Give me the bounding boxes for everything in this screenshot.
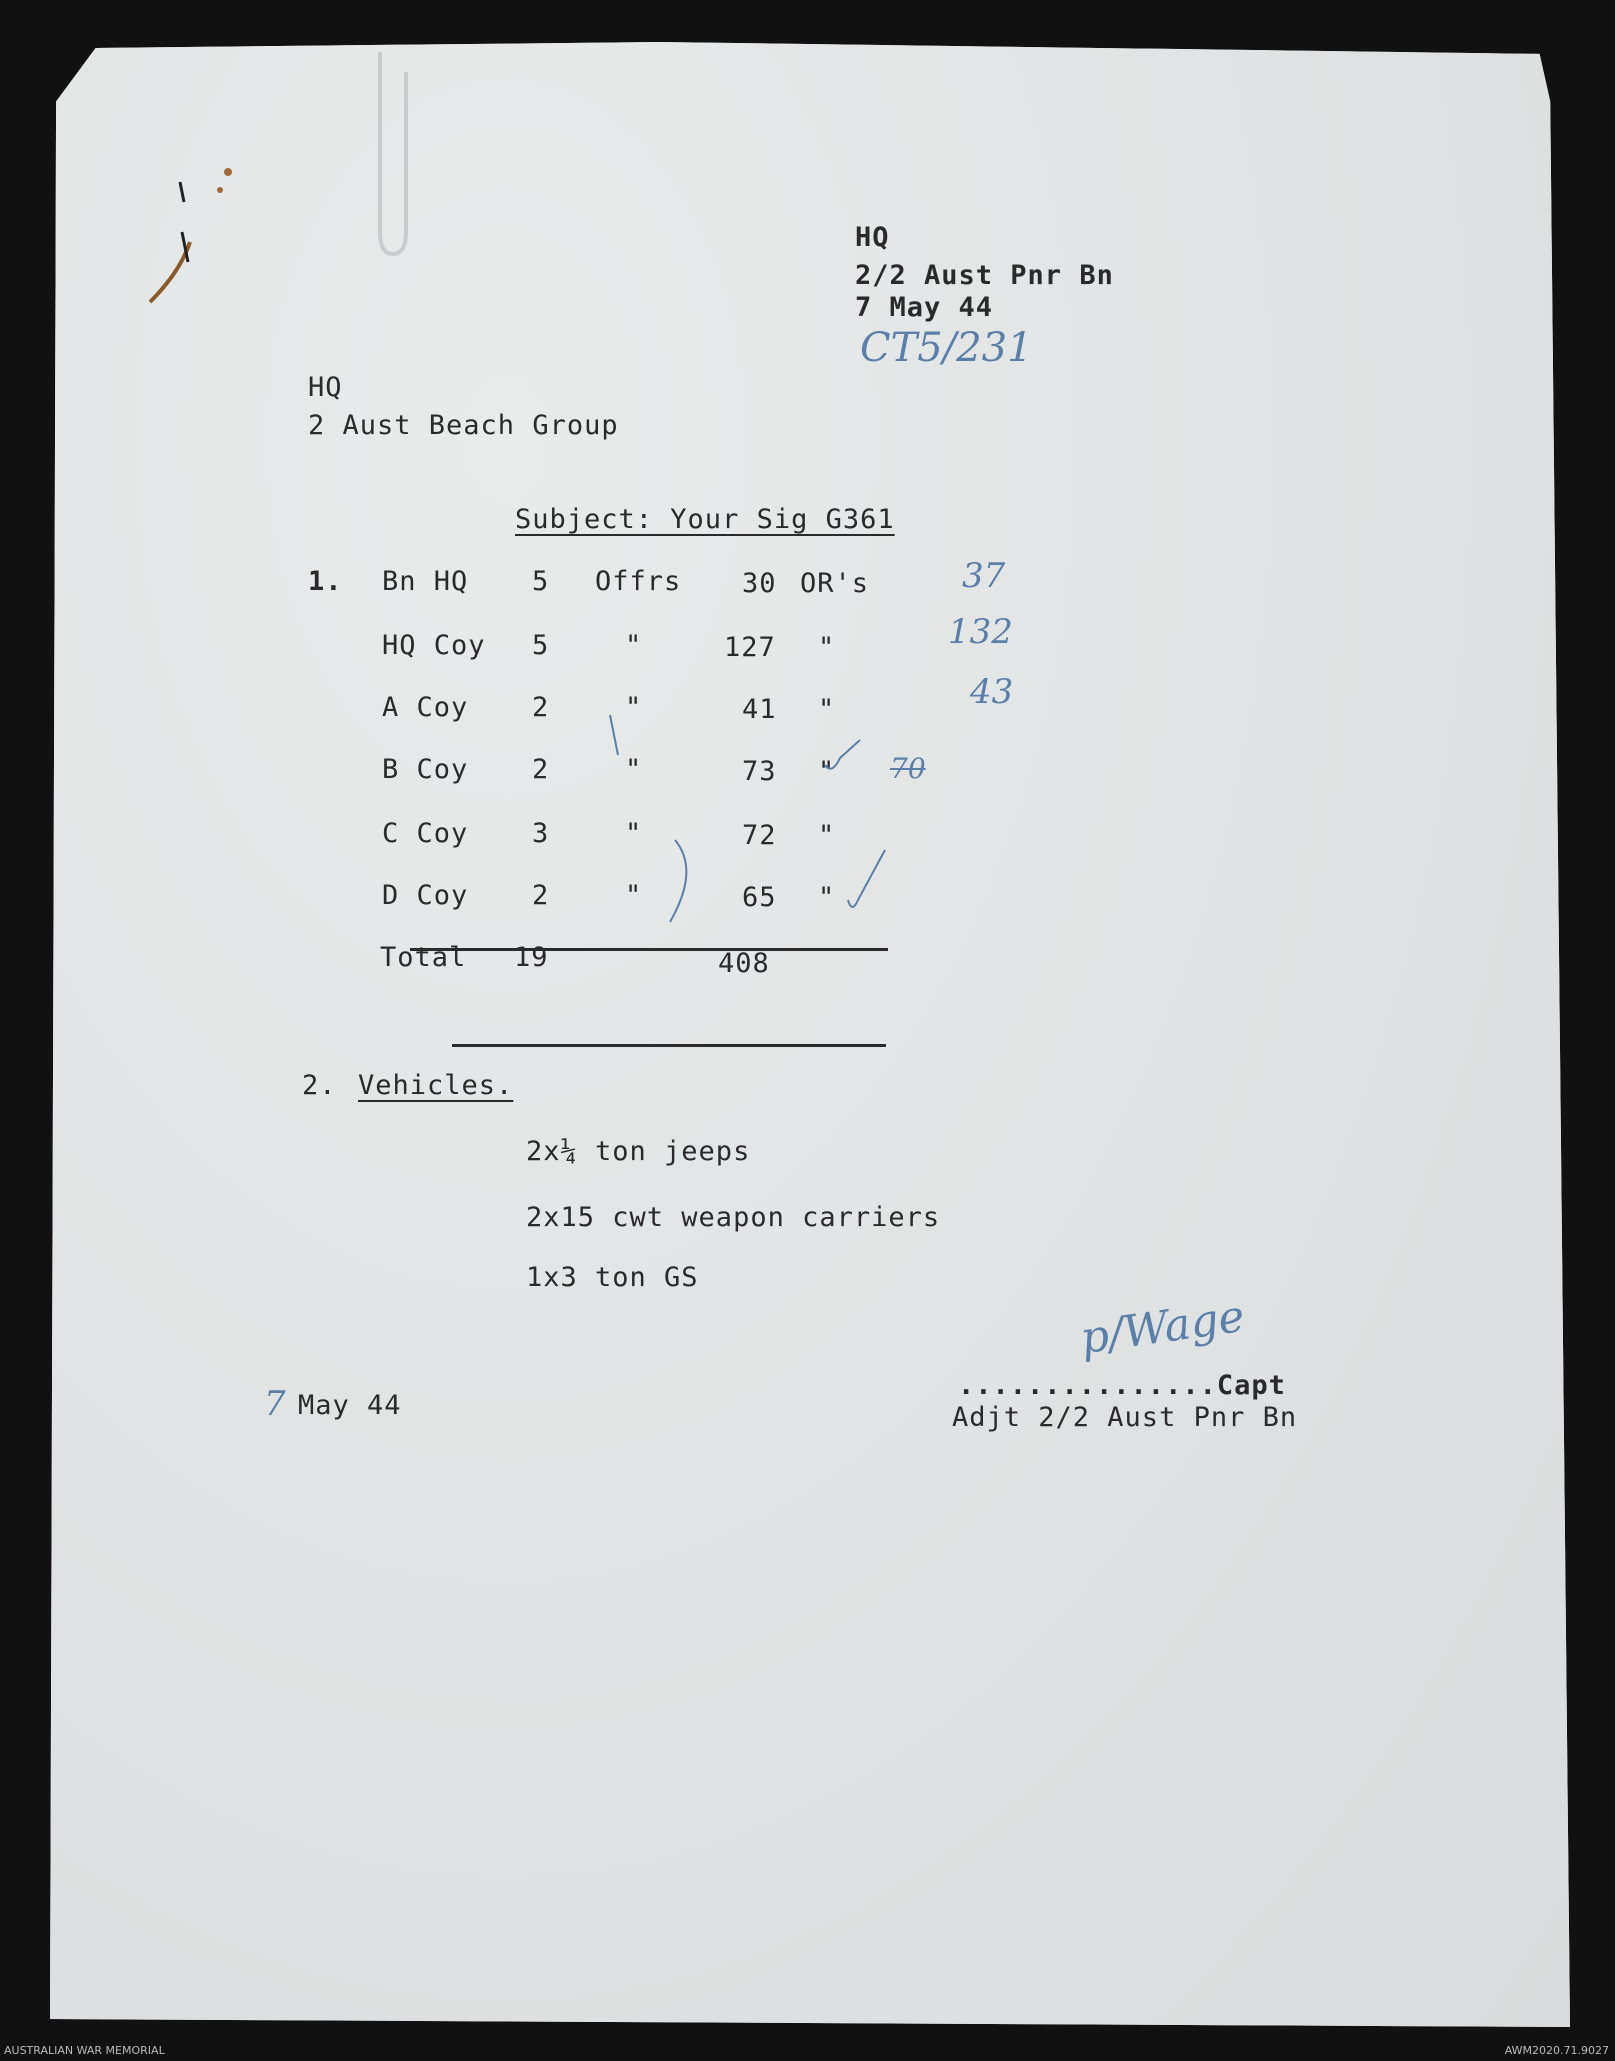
margin-note: 43 [970,672,1014,712]
ors-label: " [818,694,836,725]
ors-label: " [818,632,836,663]
total-label: Total [380,942,467,973]
ors-label: " [818,882,836,913]
margin-note: 132 [948,612,1013,652]
offrs-label: " [625,880,643,911]
file-reference: CT5/231 [860,325,1033,371]
offrs-count: 5 [532,566,550,597]
unit-name: A Coy [382,692,469,723]
signature-dots-rank: ...............Capt [958,1370,1286,1401]
from-line-1: HQ [855,222,890,253]
unit-name: Bn HQ [382,566,469,597]
paperclip-mark-icon [368,42,418,262]
unit-name: HQ Coy [382,630,486,661]
ors-count: 65 [742,882,777,913]
subject-line: Subject: Your Sig G361 [515,504,895,535]
offrs-label: " [625,630,643,661]
archive-label-left: AUSTRALIAN WAR MEMORIAL [4,2044,165,2057]
ors-label: " [818,756,836,787]
offrs-count: 2 [532,754,550,785]
document-sheet [50,42,1570,2027]
section-2-title: Vehicles. [358,1070,514,1101]
unit-name: B Coy [382,754,469,785]
offrs-count: 5 [532,630,550,661]
signature: p/Wage [1077,1290,1248,1365]
total-offrs: 19 [514,942,549,973]
offrs-label: " [625,818,643,849]
vehicle-item: 1x3 ton GS [526,1262,699,1293]
offrs-label: Offrs [595,566,682,597]
total-rule [410,948,888,951]
ors-count: 41 [742,694,777,725]
ors-count: 72 [742,820,777,851]
vehicle-item: 2x15 cwt weapon carriers [526,1202,941,1233]
section-2-number: 2. [302,1070,337,1101]
archive-label-right: AWM2020.71.9027 [1504,2044,1609,2057]
unit-name: D Coy [382,880,469,911]
ors-count: 127 [724,632,776,663]
pencil-marks-icon [600,700,900,940]
vehicle-item: 2x¼ ton jeeps [526,1136,751,1167]
signature-appointment: Adjt 2/2 Aust Pnr Bn [952,1402,1298,1433]
offrs-label: " [625,692,643,723]
footer-date: May 44 [298,1390,402,1421]
from-date: 7 May 44 [855,292,994,323]
total-ors: 408 [718,948,770,979]
offrs-count: 2 [532,880,550,911]
rust-stain-icon [110,132,250,312]
ors-count: 73 [742,756,777,787]
offrs-count: 2 [532,692,550,723]
handwritten-day: 7 [264,1384,286,1424]
addressee-line-2: 2 Aust Beach Group [308,410,619,441]
offrs-label: " [625,754,643,785]
unit-name: C Coy [382,818,469,849]
offrs-count: 3 [532,818,550,849]
section-divider-rule [452,1044,886,1047]
addressee-line-1: HQ [308,372,343,403]
margin-note: 70 [890,752,926,785]
margin-note: 37 [962,556,1006,596]
ors-label: OR's [800,568,870,599]
ors-count: 30 [742,568,777,599]
ors-label: " [818,820,836,851]
from-line-2: 2/2 Aust Pnr Bn [855,260,1114,291]
section-1-number: 1. [308,566,343,597]
